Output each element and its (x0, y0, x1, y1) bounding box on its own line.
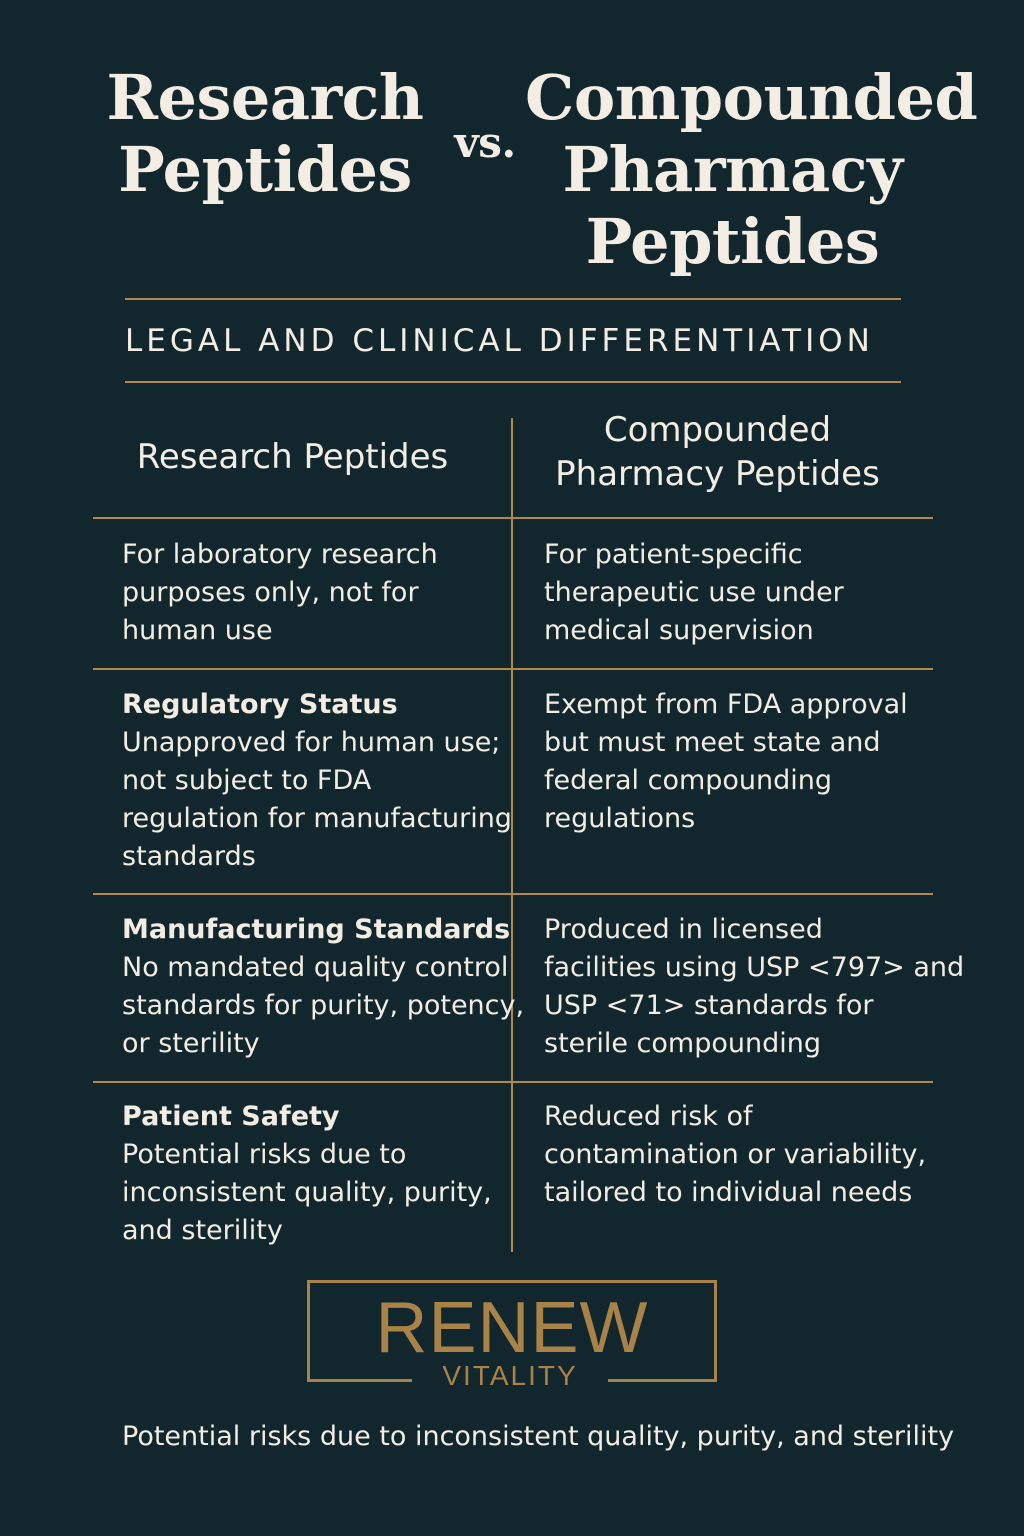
row-3-research-line-2: standards for purity, potency, (122, 990, 525, 1021)
title-left (95, 62, 435, 206)
row-4-compounded-cell (544, 1098, 926, 1212)
row-4-heading: Patient Safety (122, 1101, 340, 1132)
row-4-research-line-2: inconsistent quality, purity, (122, 1177, 492, 1208)
column-header-compounded (520, 408, 915, 496)
row-4-compounded-line-2: contamination or variability, (544, 1139, 927, 1170)
logo-tagline: VITALITY (442, 1360, 578, 1391)
row-1-research-line-3: human use (122, 615, 273, 646)
subtitle-top-rule (125, 298, 901, 300)
logo-wordmark: RENEW (375, 1288, 649, 1368)
title-left-line-1: Research (106, 61, 424, 134)
row-4-research-line-3: and sterility (122, 1215, 283, 1246)
row-3-compounded-line-1: Produced in licensed (544, 914, 823, 945)
row-2-compounded-cell (544, 686, 908, 838)
row-3-research-line-3: or sterility (122, 1028, 260, 1059)
title-right-line-2: Pharmacy (562, 133, 903, 206)
title-right-line-3: Peptides (585, 205, 880, 278)
row-1-research-line-2: purposes only, not for (122, 577, 419, 608)
title-right-line-1: Compounded (525, 61, 978, 134)
row-1-research-line-1: For laboratory research (122, 539, 438, 570)
row-4-research-cell (122, 1098, 492, 1250)
row-4-compounded-line-3: tailored to individual needs (544, 1177, 913, 1208)
table-row-divider (93, 1081, 933, 1083)
row-4-research-line-1: Potential risks due to (122, 1139, 407, 1170)
row-3-compounded-line-2: facilities using USP <797> and (544, 952, 965, 983)
row-3-heading: Manufacturing Standards (122, 914, 511, 945)
row-2-compounded-line-3: federal compounding (544, 765, 833, 796)
row-3-research-cell (122, 911, 524, 1063)
row-3-compounded-cell (544, 911, 964, 1063)
row-1-compounded-line-2: therapeutic use under (544, 577, 844, 608)
row-2-research-line-4: standards (122, 841, 256, 872)
table-row-divider (93, 668, 933, 670)
footer-note: Potential risks due to inconsistent quality, purity, and sterility (122, 1421, 955, 1452)
subtitle-bottom-rule (125, 381, 901, 383)
row-3-compounded-line-4: sterile compounding (544, 1028, 822, 1059)
table-row-divider (93, 517, 933, 519)
title-right (525, 61, 978, 278)
title-left-line-2: Peptides (118, 133, 412, 206)
title-vs: vs. (454, 118, 516, 167)
row-4-compounded-line-1: Reduced risk of (544, 1101, 753, 1132)
row-1-compounded-line-1: For patient-specific (544, 539, 803, 570)
row-2-compounded-line-2: but must meet state and (544, 727, 881, 758)
table-row-divider (93, 893, 933, 895)
row-2-research-line-2: not subject to FDA (122, 765, 372, 796)
column-header-compounded-line-1: Compounded (603, 410, 832, 450)
row-2-research-line-3: regulation for manufacturing (122, 803, 512, 834)
row-1-compounded-line-3: medical supervision (544, 615, 814, 646)
row-3-research-line-1: No mandated quality control (122, 952, 509, 983)
row-2-compounded-line-1: Exempt from FDA approval (544, 689, 908, 720)
row-1-compounded-cell (544, 536, 844, 650)
subtitle: LEGAL AND CLINICAL DIFFERENTIATION (125, 323, 874, 359)
column-header-research: Research Peptides (136, 437, 449, 477)
column-header-compounded-line-2: Pharmacy Peptides (555, 454, 880, 494)
row-2-research-line-1: Unapproved for human use; (122, 727, 501, 758)
row-2-research-cell (122, 686, 512, 876)
row-2-compounded-line-4: regulations (544, 803, 696, 834)
row-1-research-cell (122, 536, 438, 650)
row-2-heading: Regulatory Status (122, 689, 398, 720)
row-3-compounded-line-3: USP <71> standards for (544, 990, 874, 1021)
